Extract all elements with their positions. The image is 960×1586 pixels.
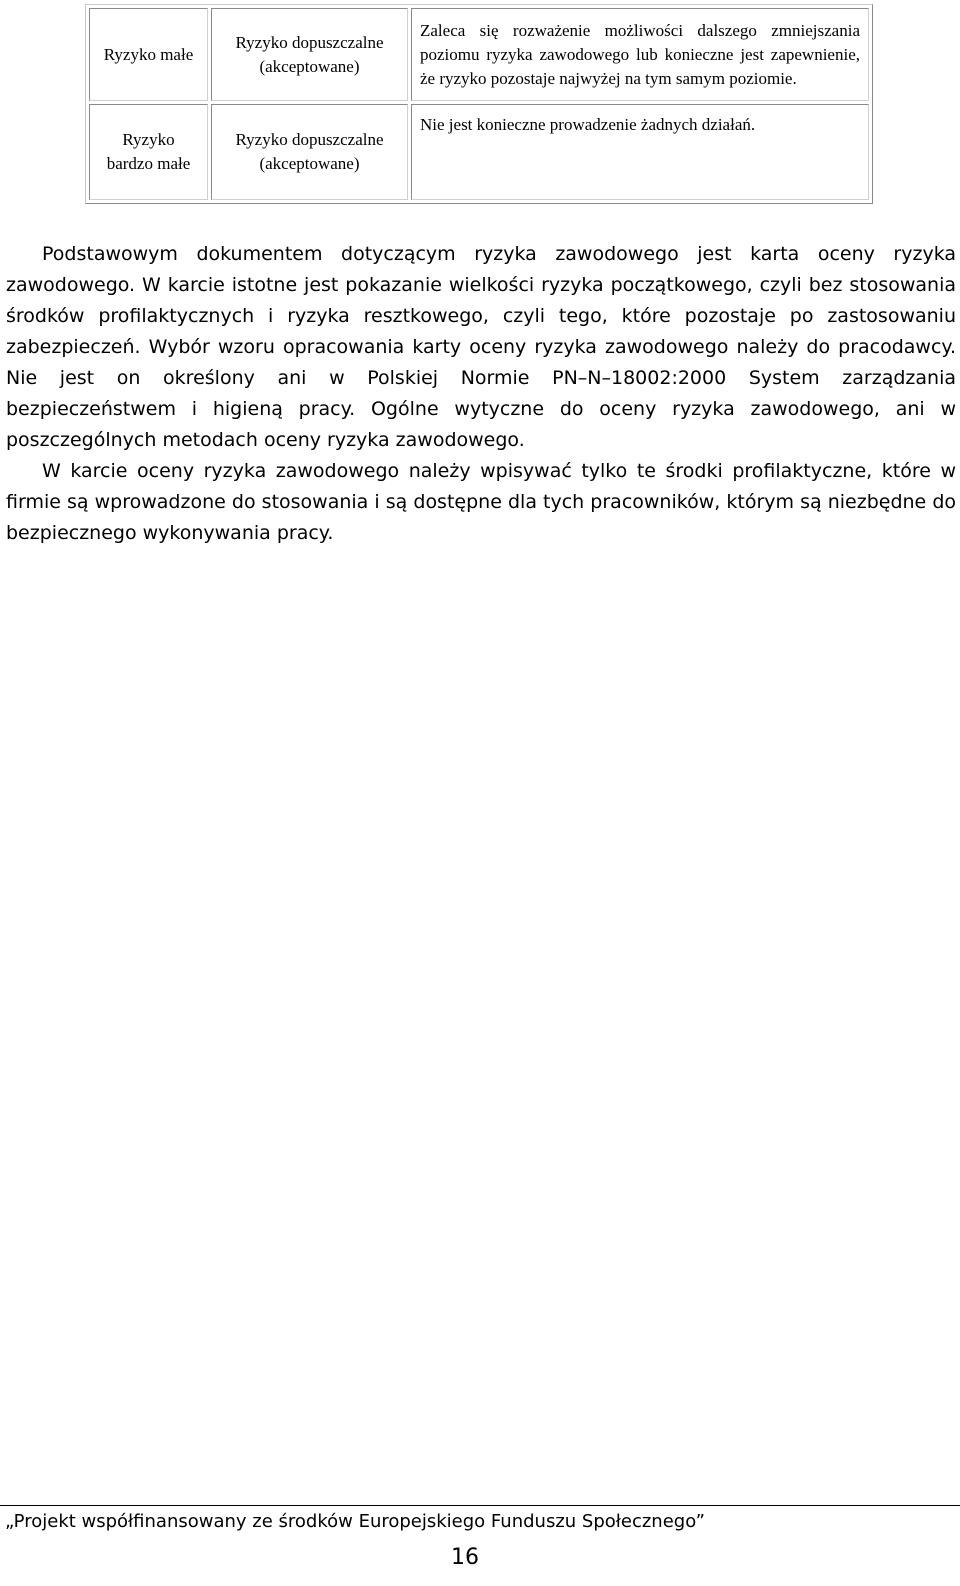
risk-assessment-table [85,4,873,204]
risk-level-cell: Ryzyko bardzo małe [89,104,208,200]
table-row [89,104,869,200]
footer-divider [0,1505,960,1506]
acceptability-cell: Ryzyko dopuszczalne (akceptowane) [211,104,408,200]
action-cell: Zaleca się rozważenie możliwości dalszego zmniejszania poziomu ryzyka zawodowego lub konieczne jest zapewnienie, że ryzyko pozostaje najwyżej na tym samym poziomie. [411,8,869,101]
acceptability-cell: Ryzyko dopuszczalne (akceptowane) [211,8,408,101]
table-row [89,8,869,101]
paragraph: W karcie oceny ryzyka zawodowego należy wpisywać tylko te środki profilaktyczne, które w firmie są wprowadzone do stosowania i są dostępne dla tych pracowników, którym są niezbędne do bezpiecznego wykonywania pracy. [6,460,956,544]
body-text [6,239,956,549]
paragraph: Podstawowym dokumentem dotyczącym ryzyka zawodowego jest karta oceny ryzyka zawodowego. W karcie istotne jest pokazanie wielkości ryzyka początkowego, czyli bez stosowania środków profilaktycznych i ryzyka resztkowego, czyli tego, które pozostaje po zastosowaniu zabezpieczeń. Wybór wzoru opracowania karty oceny ryzyka zawodowego należy do pracodawcy. Nie jest on określony ani w Polskiej Normie PN–N–18002:2000 System zarządzania bezpieczeństwem i higieną pracy. Ogólne wytyczne do oceny ryzyka zawodowego, ani w poszczególnych metodach oceny ryzyka zawodowego. [6,243,956,451]
action-cell: Nie jest konieczne prowadzenie żadnych działań. [411,104,869,200]
page-number: 16 [451,1545,479,1570]
risk-level-cell: Ryzyko małe [89,8,208,101]
footer-funding-note: „Projekt współfinansowany ze środków Europejskiego Funduszu Społecznego” [5,1511,705,1532]
